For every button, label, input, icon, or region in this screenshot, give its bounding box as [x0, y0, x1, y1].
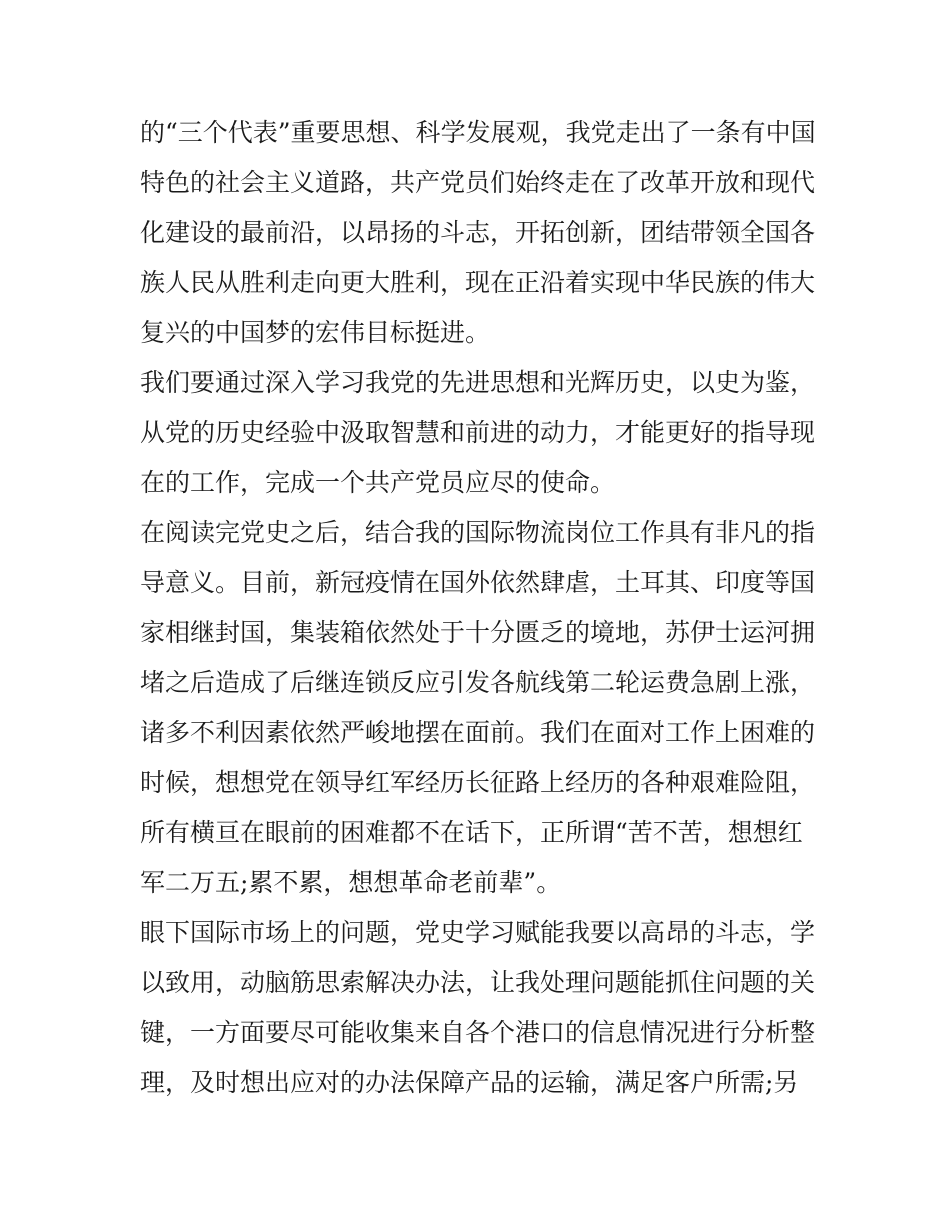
text-line: 化建设的最前沿，以昂扬的斗志，开拓创新，团结带领全国各	[140, 218, 816, 247]
text-line: 所有横亘在眼前的困难都不在话下，正所谓“苦不苦，想想红	[140, 818, 803, 847]
text-line: 家相继封国，集装箱依然处于十分匮乏的境地，苏伊士运河拥	[140, 618, 816, 647]
text-line: 理，及时想出应对的办法保障产品的运输，满足客户所需;另	[140, 1068, 799, 1097]
paragraph-2	[140, 358, 815, 508]
text-line: 时候，想想党在领导红军经历长征路上经历的各种艰难险阻，	[140, 768, 816, 797]
text-line: 我们要通过深入学习我党的先进思想和光辉历史，以史为鉴，	[140, 368, 816, 397]
text-line: 族人民从胜利走向更大胜利，现在正沿着实现中华民族的伟大	[140, 268, 816, 297]
text-line: 键，一方面要尽可能收集来自各个港口的信息情况进行分析整	[140, 1018, 816, 1047]
text-line: 堵之后造成了后继连锁反应引发各航线第二轮运费急剧上涨，	[140, 668, 816, 697]
body-text	[140, 108, 815, 1108]
text-line: 诸多不利因素依然严峻地摆在面前。我们在面对工作上困难的	[140, 718, 816, 747]
text-line: 的“三个代表”重要思想、科学发展观，我党走出了一条有中国	[140, 118, 816, 147]
paragraph-4	[140, 908, 815, 1108]
text-line: 复兴的中国梦的宏伟目标挺进。	[140, 318, 491, 347]
text-line: 导意义。目前，新冠疫情在国外依然肆虐，土耳其、印度等国	[140, 568, 816, 597]
text-line: 以致用，动脑筋思索解决办法，让我处理问题能抓住问题的关	[140, 968, 816, 997]
paragraph-1	[140, 108, 815, 358]
text-line: 从党的历史经验中汲取智慧和前进的动力，才能更好的指导现	[140, 418, 816, 447]
text-line: 眼下国际市场上的问题，党史学习赋能我要以高昂的斗志，学	[140, 918, 816, 947]
text-line: 在的工作，完成一个共产党员应尽的使命。	[140, 468, 616, 497]
text-line: 特色的社会主义道路，共产党员们始终走在了改革开放和现代	[140, 168, 816, 197]
paragraph-3	[140, 508, 815, 908]
text-line: 军二万五;累不累，想想革命老前辈”。	[140, 868, 562, 897]
text-line: 在阅读完党史之后，结合我的国际物流岗位工作具有非凡的指	[140, 518, 816, 547]
